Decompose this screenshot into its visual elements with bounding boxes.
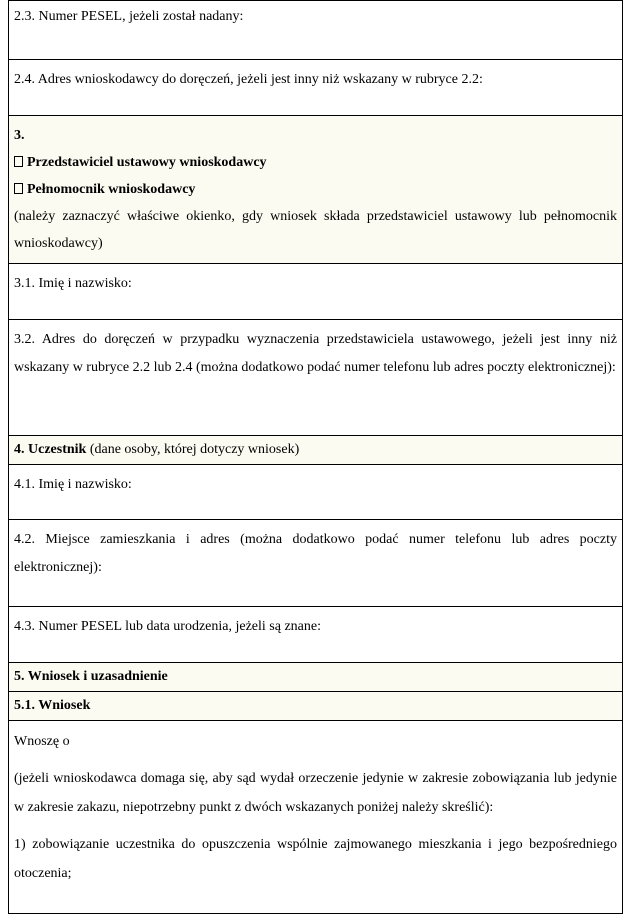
field-4-1-label: 4.1. Imię i nazwisko: — [14, 477, 132, 492]
row-4-participant — [9, 436, 623, 465]
row-4-3 — [9, 607, 623, 663]
row-4-2 — [9, 520, 623, 607]
field-4-2-cell[interactable] — [9, 520, 623, 607]
section-5-1-heading: 5.1. Wniosek — [14, 698, 91, 713]
row-4-1 — [9, 465, 623, 520]
row-5-1-body — [9, 721, 623, 914]
request-point-1: 1) zobowiązanie uczestnika do opuszczenia wspólnie zajmowanego mieszkania i jego bezpośredniego otoczenia; — [14, 837, 617, 881]
row-5-1 — [9, 692, 623, 721]
field-4-1-cell[interactable] — [9, 465, 623, 520]
section-5-cell — [9, 663, 623, 692]
field-3-2-cell[interactable] — [9, 320, 623, 436]
request-intro: Wnoszę o — [14, 734, 70, 749]
field-4-3-label: 4.3. Numer PESEL lub data urodzenia, jeżeli są znane: — [14, 619, 321, 634]
row-3-representative — [9, 116, 623, 264]
row-2-4 — [9, 60, 623, 116]
option-attorney[interactable] — [14, 176, 617, 203]
row-3-1 — [9, 264, 623, 320]
option-legal-representative[interactable] — [14, 149, 617, 176]
field-3-1-label: 3.1. Imię i nazwisko: — [14, 276, 132, 291]
field-2-3-cell[interactable] — [9, 1, 623, 60]
option-attorney-label: Pełnomocnik wnioskodawcy — [27, 182, 196, 197]
field-4-2-label: 4.2. Miejsce zamieszkania i adres (można dodatkowo podać numer telefonu lub adres poczty elektronicznej): — [14, 532, 617, 575]
section-3-heading: 3. — [14, 128, 25, 143]
section-4-note: (dane osoby, której dotyczy wniosek) — [86, 442, 300, 457]
field-3-1-cell[interactable] — [9, 264, 623, 320]
request-instruction: (jeżeli wnioskodawca domaga się, aby sąd wydał orzeczenie jedynie w zakresie zobowiązania lub jedynie w zakresie zakazu, niepotrzebny punkt z dwóch wskazanych poniżej należy skreślić): — [14, 771, 617, 815]
row-3-2 — [9, 320, 623, 436]
application-form-table — [8, 0, 623, 914]
option-legal-representative-label: Przedstawiciel ustawowy wnioskodawcy — [27, 155, 267, 170]
request-body-cell[interactable] — [9, 721, 623, 914]
field-4-3-cell[interactable] — [9, 607, 623, 663]
field-2-3-label: 2.3. Numer PESEL, jeżeli został nadany: — [14, 9, 244, 24]
section-4-cell — [9, 436, 623, 465]
field-3-2-label: 3.2. Adres do doręczeń w przypadku wyznaczenia przedstawiciela ustawowego, jeżeli jest inny niż wskazany w rubryce 2.2 lub 2.4 (można dodatkowo podać numer telefonu lub adres poczty elektronicznej): — [14, 332, 617, 375]
field-2-4-cell[interactable] — [9, 60, 623, 116]
section-3-cell — [9, 116, 623, 264]
section-4-heading: 4. Uczestnik — [14, 442, 87, 457]
section-5-1-cell — [9, 692, 623, 721]
section-5-heading: 5. Wniosek i uzasadnienie — [14, 669, 168, 684]
checkbox-icon[interactable] — [14, 156, 23, 167]
row-2-3 — [9, 1, 623, 60]
section-3-note: (należy zaznaczyć właściwe okienko, gdy wniosek składa przedstawiciel ustawowy lub pełnomocnik wnioskodawcy) — [14, 209, 617, 251]
field-2-4-label: 2.4. Adres wnioskodawcy do doręczeń, jeżeli jest inny niż wskazany w rubryce 2.2: — [14, 72, 483, 87]
checkbox-icon[interactable] — [14, 183, 23, 194]
row-5-request — [9, 663, 623, 692]
